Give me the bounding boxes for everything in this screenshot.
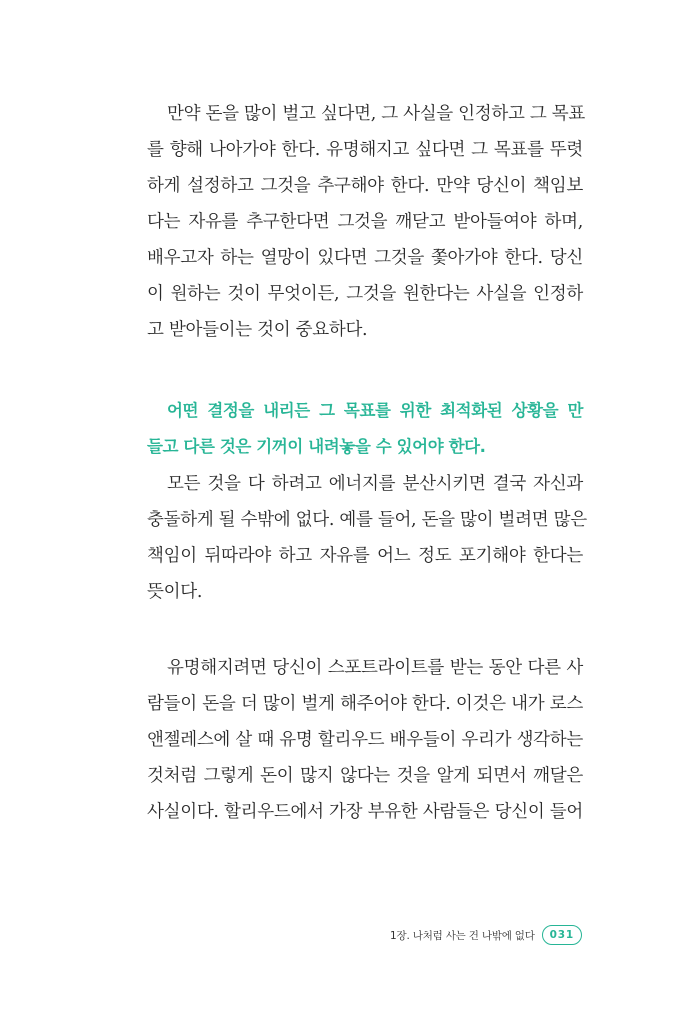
text-line: 앤젤레스에 살 때 유명 할리우드 배우들이 우리가 생각하는 [147,730,583,750]
text-line: 충돌하게 될 수밖에 없다. 예를 들어, 돈을 많이 벌려면 많은 [147,510,587,530]
text-line: 를 향해 나아가야 한다. 유명해지고 싶다면 그 목표를 뚜렷 [147,140,583,160]
text-line: 람들이 돈을 더 많이 벌게 해주어야 한다. 이것은 내가 로스 [147,694,583,714]
running-head: 1장. 나처럼 사는 건 나밖에 없다 [390,929,535,942]
paragraph-1 [147,96,583,348]
text-line: 만약 돈을 많이 벌고 싶다면, 그 사실을 인정하고 그 목표 [167,104,585,124]
paragraph-3 [147,466,587,610]
page-number-badge: 031 [542,925,582,945]
emphasis-line: 어떤 결정을 내리든 그 목표를 위한 최적화된 상황을 만 [167,401,583,420]
text-line: 다는 자유를 추구한다면 그것을 깨닫고 받아들여야 하며, [147,212,583,232]
text-line: 유명해지려면 당신이 스포트라이트를 받는 동안 다른 사 [167,658,583,678]
page-footer [390,924,582,946]
text-line: 이 원하는 것이 무엇이든, 그것을 원한다는 사실을 인정하 [147,284,583,304]
emphasis-line: 들고 다른 것은 기꺼이 내려놓을 수 있어야 한다. [147,437,486,456]
paragraph-4 [147,650,583,830]
text-line: 모든 것을 다 하려고 에너지를 분산시키면 결국 자신과 [167,474,583,494]
text-line: 사실이다. 할리우드에서 가장 부유한 사람들은 당신이 들어 [147,802,583,822]
text-line: 하게 설정하고 그것을 추구해야 한다. 만약 당신이 책임보 [147,176,583,196]
text-line: 것처럼 그렇게 돈이 많지 않다는 것을 알게 되면서 깨달은 [147,766,583,786]
text-line: 배우고자 하는 열망이 있다면 그것을 쫓아가야 한다. 당신 [147,248,583,268]
text-line: 고 받아들이는 것이 중요하다. [147,320,368,340]
emphasis-paragraph [147,393,583,465]
text-line: 뜻이다. [147,582,203,602]
text-line: 책임이 뒤따라야 하고 자유를 어느 정도 포기해야 한다는 [147,546,583,566]
